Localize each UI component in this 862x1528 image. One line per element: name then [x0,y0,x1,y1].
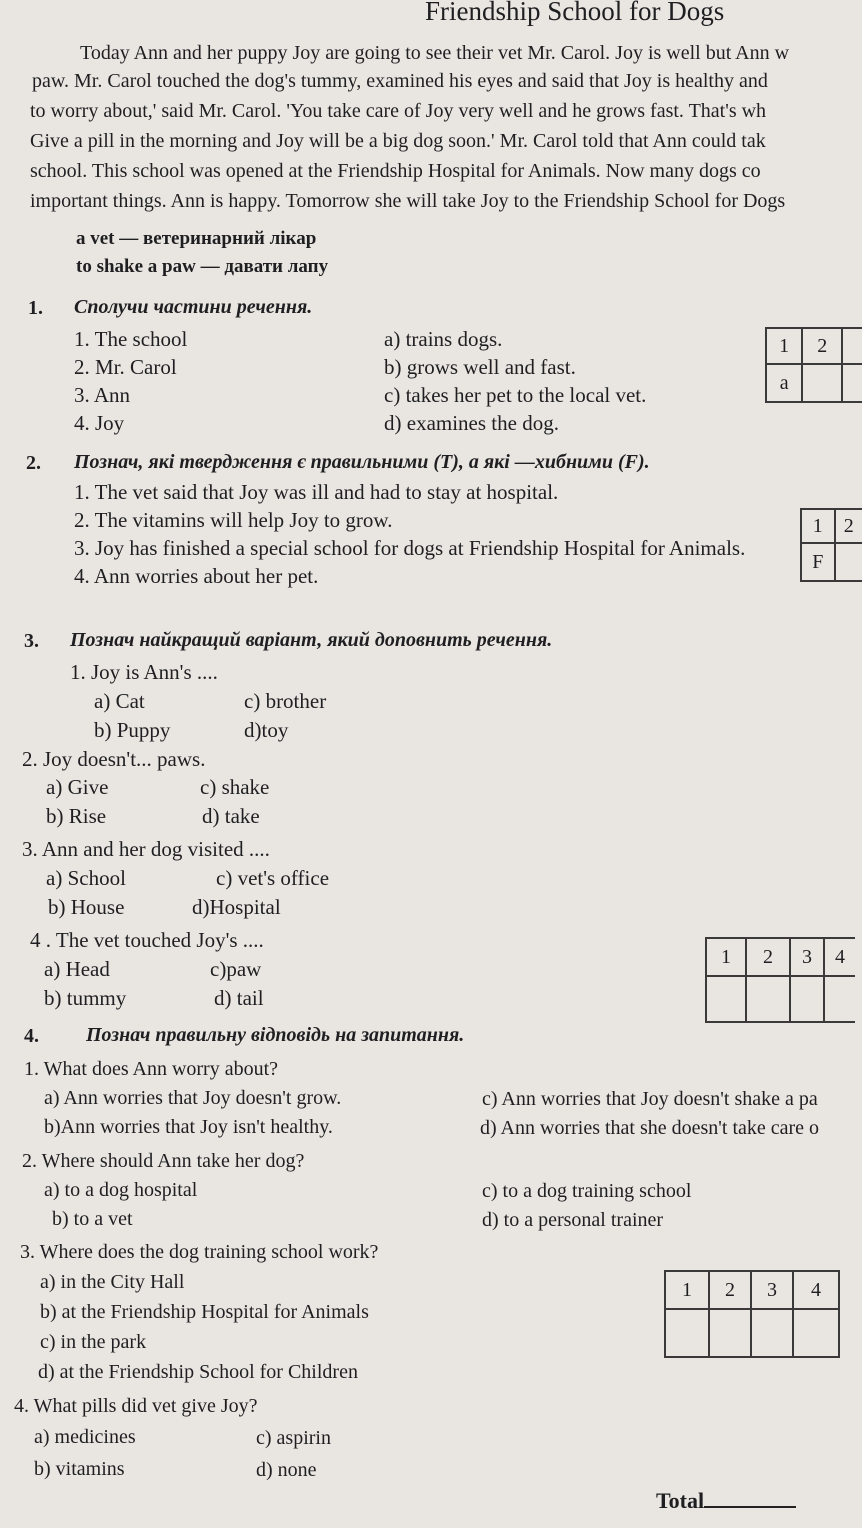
grid-cell [842,328,862,364]
grid-answer-cell[interactable] [746,976,790,1022]
grid-answer-cell[interactable]: F [801,543,835,581]
grid-answer-cell[interactable]: a [766,364,802,402]
task4-q2-option-a: a) to a dog hospital [44,1179,198,1201]
task4-answer-grid [664,1270,840,1358]
grid-header-cell: 1 [665,1271,709,1309]
grid-header-cell: 2 [835,509,862,543]
task4-q2-option-d: d) to a personal trainer [482,1209,664,1231]
task4-q2-option-b: b) to a vet [52,1208,133,1230]
glossary-item: a vet — ветеринарний лікар [76,228,317,249]
grid-answer-cell[interactable] [709,1309,751,1357]
task1-left-1: 1. The school [74,327,188,351]
task3-q2-option-d: d) take [202,804,260,828]
task4-q1-option-c: c) Ann worries that Joy doesn't shake a pa [482,1088,818,1110]
task1-right-b: b) grows well and fast. [384,355,576,379]
task3-q3-option-d: d)Hospital [192,895,281,919]
task3-q2-option-b: b) Rise [46,804,107,828]
task4-q4-option-b: b) vitamins [34,1458,125,1480]
grid-answer-cell[interactable] [751,1309,793,1357]
text-line-4: Give a pill in the morning and Joy will be a big dog soon.' Mr. Carol told that Ann could tak [30,130,766,152]
task2-item-2: 2. The vitamins will help Joy to grow. [74,508,393,532]
task4-q1-option-d: d) Ann worries that she doesn't take care o [480,1117,820,1139]
total-field [656,1488,796,1514]
task4-q1-option-a: a) Ann worries that Joy doesn't grow. [44,1087,342,1109]
task4-q1-option-b: b)Ann worries that Joy isn't healthy. [44,1116,333,1138]
task3-q3-option-c: c) vet's office [216,866,330,890]
task3-question-4: 4 . The vet touched Joy's .... [30,928,264,952]
grid-header-cell: 1 [706,938,746,976]
task3-title: Познач найкращий варіант, який доповнить речення. [70,629,553,651]
task4-q4-option-c: c) aspirin [256,1427,331,1449]
grid-header-cell: 1 [801,509,835,543]
task2-item-1: 1. The vet said that Joy was ill and had to stay at hospital. [74,480,559,504]
task1-answer-grid [765,327,862,403]
grid-header-cell: 2 [746,938,790,976]
task1-right-d: d) examines the dog. [384,411,559,435]
task3-q1-option-b: b) Puppy [94,718,171,742]
task3-q2-option-c: c) shake [200,775,270,799]
task4-question-3: 3. Where does the dog training school work? [20,1241,379,1263]
task3-q4-option-b: b) tummy [44,986,127,1010]
task3-q3-option-a: a) School [46,866,126,890]
grid-header-cell: 4 [793,1271,839,1309]
task4-q3-option-b: b) at the Friendship Hospital for Animals [40,1301,369,1323]
grid-answer-cell[interactable] [835,543,862,581]
task1-right-a: a) trains dogs. [384,327,503,351]
task3-q1-option-a: a) Cat [94,689,145,713]
task4-question-4: 4. What pills did vet give Joy? [14,1395,258,1417]
grid-answer-cell[interactable] [706,976,746,1022]
task3-q1-option-d: d)toy [244,718,289,742]
grid-header-cell: 2 [709,1271,751,1309]
task3-q1-option-c: c) brother [244,689,327,713]
task3-q4-option-d: d) tail [214,986,264,1010]
grid-header-cell: 4 [824,938,855,976]
text-line-1: Today Ann and her puppy Joy are going to see their vet Mr. Carol. Joy is well but Ann w [80,42,790,64]
grid-header-cell: 3 [751,1271,793,1309]
grid-answer-cell[interactable] [793,1309,839,1357]
task1-number: 1. [28,297,43,319]
text-line-5: school. This school was opened at the Friendship Hospital for Animals. Now many dogs co [30,160,761,182]
task3-q3-option-b: b) House [48,895,125,919]
grid-header-cell: 3 [790,938,824,976]
task2-number: 2. [26,452,41,474]
task3-q4-option-a: a) Head [44,957,110,981]
task3-question-2: 2. Joy doesn't... paws. [22,747,206,771]
task4-title: Познач правильну відповідь на запитання. [86,1024,465,1046]
task4-q4-option-d: d) none [256,1459,317,1481]
task2-item-4: 4. Ann worries about her pet. [74,564,319,588]
task1-left-2: 2. Mr. Carol [74,355,177,379]
text-line-3: to worry about,' said Mr. Carol. 'You take care of Joy very well and he grows fast. That's wh [30,100,767,122]
task1-right-c: c) takes her pet to the local vet. [384,383,647,407]
task2-item-3: 3. Joy has finished a special school for dogs at Friendship Hospital for Animals. [74,536,746,560]
task4-q3-option-a: a) in the City Hall [40,1271,185,1293]
task4-number: 4. [24,1025,39,1047]
glossary-item: to shake a paw — давати лапу [76,256,329,277]
task2-answer-grid [800,508,862,582]
page-title: Friendship School for Dogs [425,0,725,26]
task4-question-2: 2. Where should Ann take her dog? [22,1150,305,1172]
task4-q3-option-d: d) at the Friendship School for Children [38,1361,358,1383]
task3-q4-option-c: c)paw [210,957,262,981]
task1-title: Сполучи частини речення. [74,296,313,318]
task1-left-4: 4. Joy [74,411,125,435]
task3-answer-grid [705,937,855,1023]
task2-title: Познач, які твердження є правильними (T), а які —хибними (F). [74,451,650,473]
total-blank[interactable] [704,1488,796,1508]
task3-q2-option-a: a) Give [46,775,109,799]
grid-answer-cell[interactable] [665,1309,709,1357]
total-label: Total [656,1488,705,1513]
text-line-6: important things. Ann is happy. Tomorrow she will take Joy to the Friendship School for Dogs [30,190,786,212]
text-line-2: paw. Mr. Carol touched the dog's tummy, examined his eyes and said that Joy is healthy and [32,70,768,92]
task4-question-1: 1. What does Ann worry about? [24,1058,279,1080]
task3-question-3: 3. Ann and her dog visited .... [22,837,270,861]
grid-answer-cell[interactable] [842,364,862,402]
grid-answer-cell[interactable] [802,364,842,402]
task3-number: 3. [24,630,39,652]
grid-answer-cell[interactable] [790,976,824,1022]
grid-answer-cell[interactable] [824,976,855,1022]
task3-question-1: 1. Joy is Ann's .... [70,660,218,684]
task4-q4-option-a: a) medicines [34,1426,136,1448]
task4-q3-option-c: c) in the park [40,1331,147,1353]
task1-left-3: 3. Ann [74,383,131,407]
task4-q2-option-c: c) to a dog training school [482,1180,692,1202]
grid-header-cell: 2 [802,328,842,364]
grid-header-cell: 1 [766,328,802,364]
